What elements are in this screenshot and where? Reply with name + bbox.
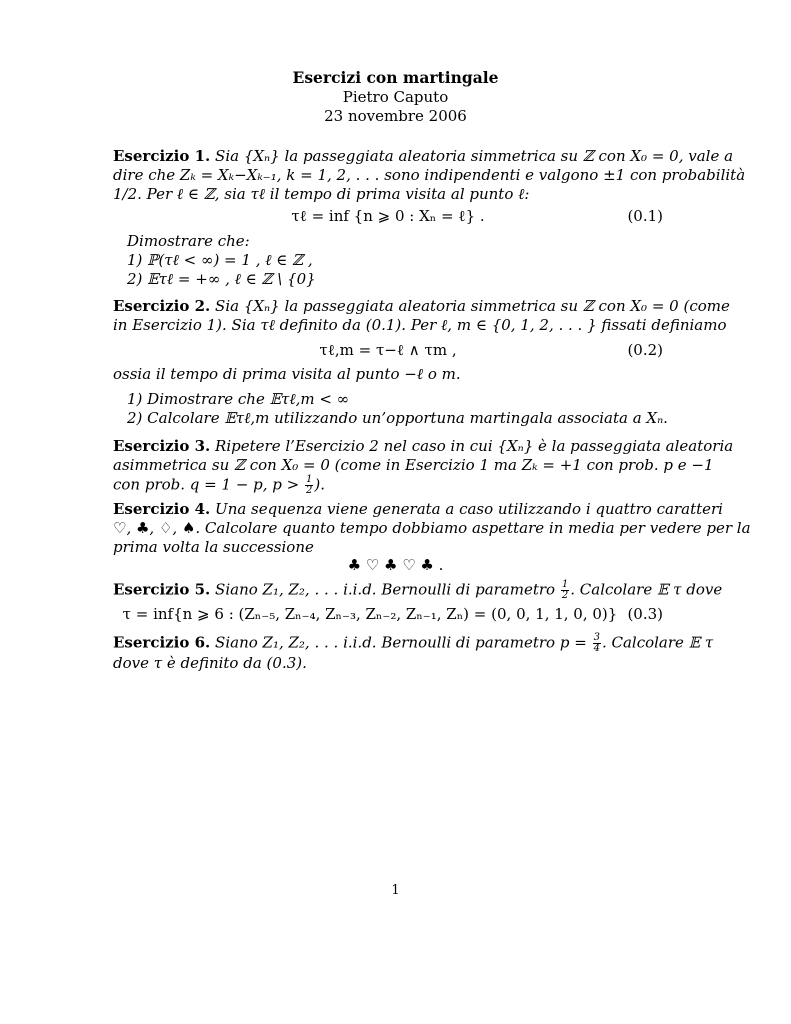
exercise-2-tasks [113,365,668,428]
equation-0-3-number: (0.3) [627,605,663,623]
exercise-4 [113,500,751,557]
equation-0-1-body: τℓ = inf {n ⩾ 0 : Xₙ = ℓ} . [291,207,485,225]
document-author: Pietro Caputo [342,88,449,106]
exercise-4-line-2: ♡, ♣, ♢, ♠. Calcolare quanto tempo dobbiamo aspettare in media per vedere per la [113,519,751,537]
exercise-5-label: Esercizio 5. [113,580,211,599]
equation-0-3 [113,605,663,625]
exercise-1-line-2: dire che Zₖ = Xₖ−Xₖ₋₁, k = 1, 2, . . . sono indipendenti e valgono ±1 con probabilità [113,166,746,184]
equation-0-2-body: τℓ,m = τ−ℓ ∧ τm , [319,341,457,359]
exercise-2-line-3: ossia il tempo di prima visita al punto −ℓ o m. [113,365,461,383]
exercise-6 [113,632,714,673]
fraction-one-half-ex5: $\frac{1}{2}$ [561,579,569,601]
exercise-2 [113,297,730,335]
exercise-2-label: Esercizio 2. [113,297,211,315]
exercise-5-line-1-pre: Siano Z₁, Z₂, . . . i.i.d. Bernoulli di parametro [215,580,560,599]
suit-sequence: ♣ ♡ ♣ ♡ ♣ . [347,556,444,574]
exercise-6-line-2: dove τ è definito da (0.3). [113,654,307,672]
exercise-3-line-3: con prob. q = 1 − p, p > $\frac{1}{2}$ ). [113,474,326,496]
equation-0-1-number: (0.1) [627,207,663,225]
exercise-4-line-3: prima volta la successione [113,538,314,556]
exercise-1 [113,147,746,204]
exercise-4-line-1: Una sequenza viene generata a caso utilizzando i quattro caratteri [215,500,723,518]
exercise-2-item-2: 2) Calcolare 𝔼τℓ,m utilizzando un’opportuna martingala associata a Xₙ. [127,409,668,427]
fraction-one-half: $\frac{1}{2}$ [306,474,313,496]
exercise-1-line-1: Sia {Xₙ} la passeggiata aleatoria simmetrica su ℤ con X₀ = 0, vale a [215,147,734,165]
exercise-1-tasks [113,232,663,289]
exercise-1-item-1: 1) ℙ(τℓ < ∞) = 1 , ℓ ∈ ℤ , [127,251,313,269]
page-number: 1 [391,883,400,898]
exercise-3-line-2: asimmetrica su ℤ con X₀ = 0 (come in Esercizio 1 ma Zₖ = +1 con prob. p e −1 [113,456,714,474]
exercise-3-label: Esercizio 3. [113,437,211,455]
equation-0-1 [113,207,663,227]
exercise-2-line-1: Sia {Xₙ} la passeggiata aleatoria simmetrica su ℤ con X₀ = 0 (come [215,297,730,315]
document-title: Esercizi con martingale [292,68,499,87]
exercise-3-line-1: Ripetere l’Esercizio 2 nel caso in cui {Xₙ} è la passeggiata aleatoria [215,437,734,455]
exercise-6-line-1-pre: Siano Z₁, Z₂, . . . i.i.d. Bernoulli di parametro p = [215,633,592,652]
equation-0-2 [113,341,663,361]
document-date: 23 novembre 2006 [324,107,467,125]
equation-0-2-number: (0.2) [627,341,663,359]
exercise-5 [113,579,723,601]
exercise-1-prompt: Dimostrare che: [127,232,250,250]
exercise-3 [113,437,734,496]
exercise-6-line-1-post: . Calcolare 𝔼 τ [601,633,714,652]
exercise-1-item-2: 2) 𝔼τℓ = +∞ , ℓ ∈ ℤ \ {0} [127,270,316,288]
exercise-6-label: Esercizio 6. [113,633,211,652]
fraction-three-quarters: $\frac{3}{4}$ [593,632,600,654]
exercise-2-line-2: in Esercizio 1). Sia τℓ definito da (0.1). Per ℓ, m ∈ {0, 1, 2, . . . } fissati definiamo [113,316,727,334]
exercise-2-item-1: 1) Dimostrare che 𝔼τℓ,m < ∞ [127,390,350,408]
exercise-1-line-3: 1/2. Per ℓ ∈ ℤ, sia τℓ il tempo di prima visita al punto ℓ: [113,185,530,203]
exercise-5-line-1-post: . Calcolare 𝔼 τ dove [570,580,723,599]
exercise-1-label: Esercizio 1. [113,147,211,165]
exercise-4-label: Esercizio 4. [113,500,211,518]
equation-0-3-body: τ = inf{n ⩾ 6 : (Zₙ₋₅, Zₙ₋₄, Zₙ₋₃, Zₙ₋₂, Zₙ₋₁, Zₙ) = (0, 0, 1, 1, 0, 0)} [122,605,618,623]
